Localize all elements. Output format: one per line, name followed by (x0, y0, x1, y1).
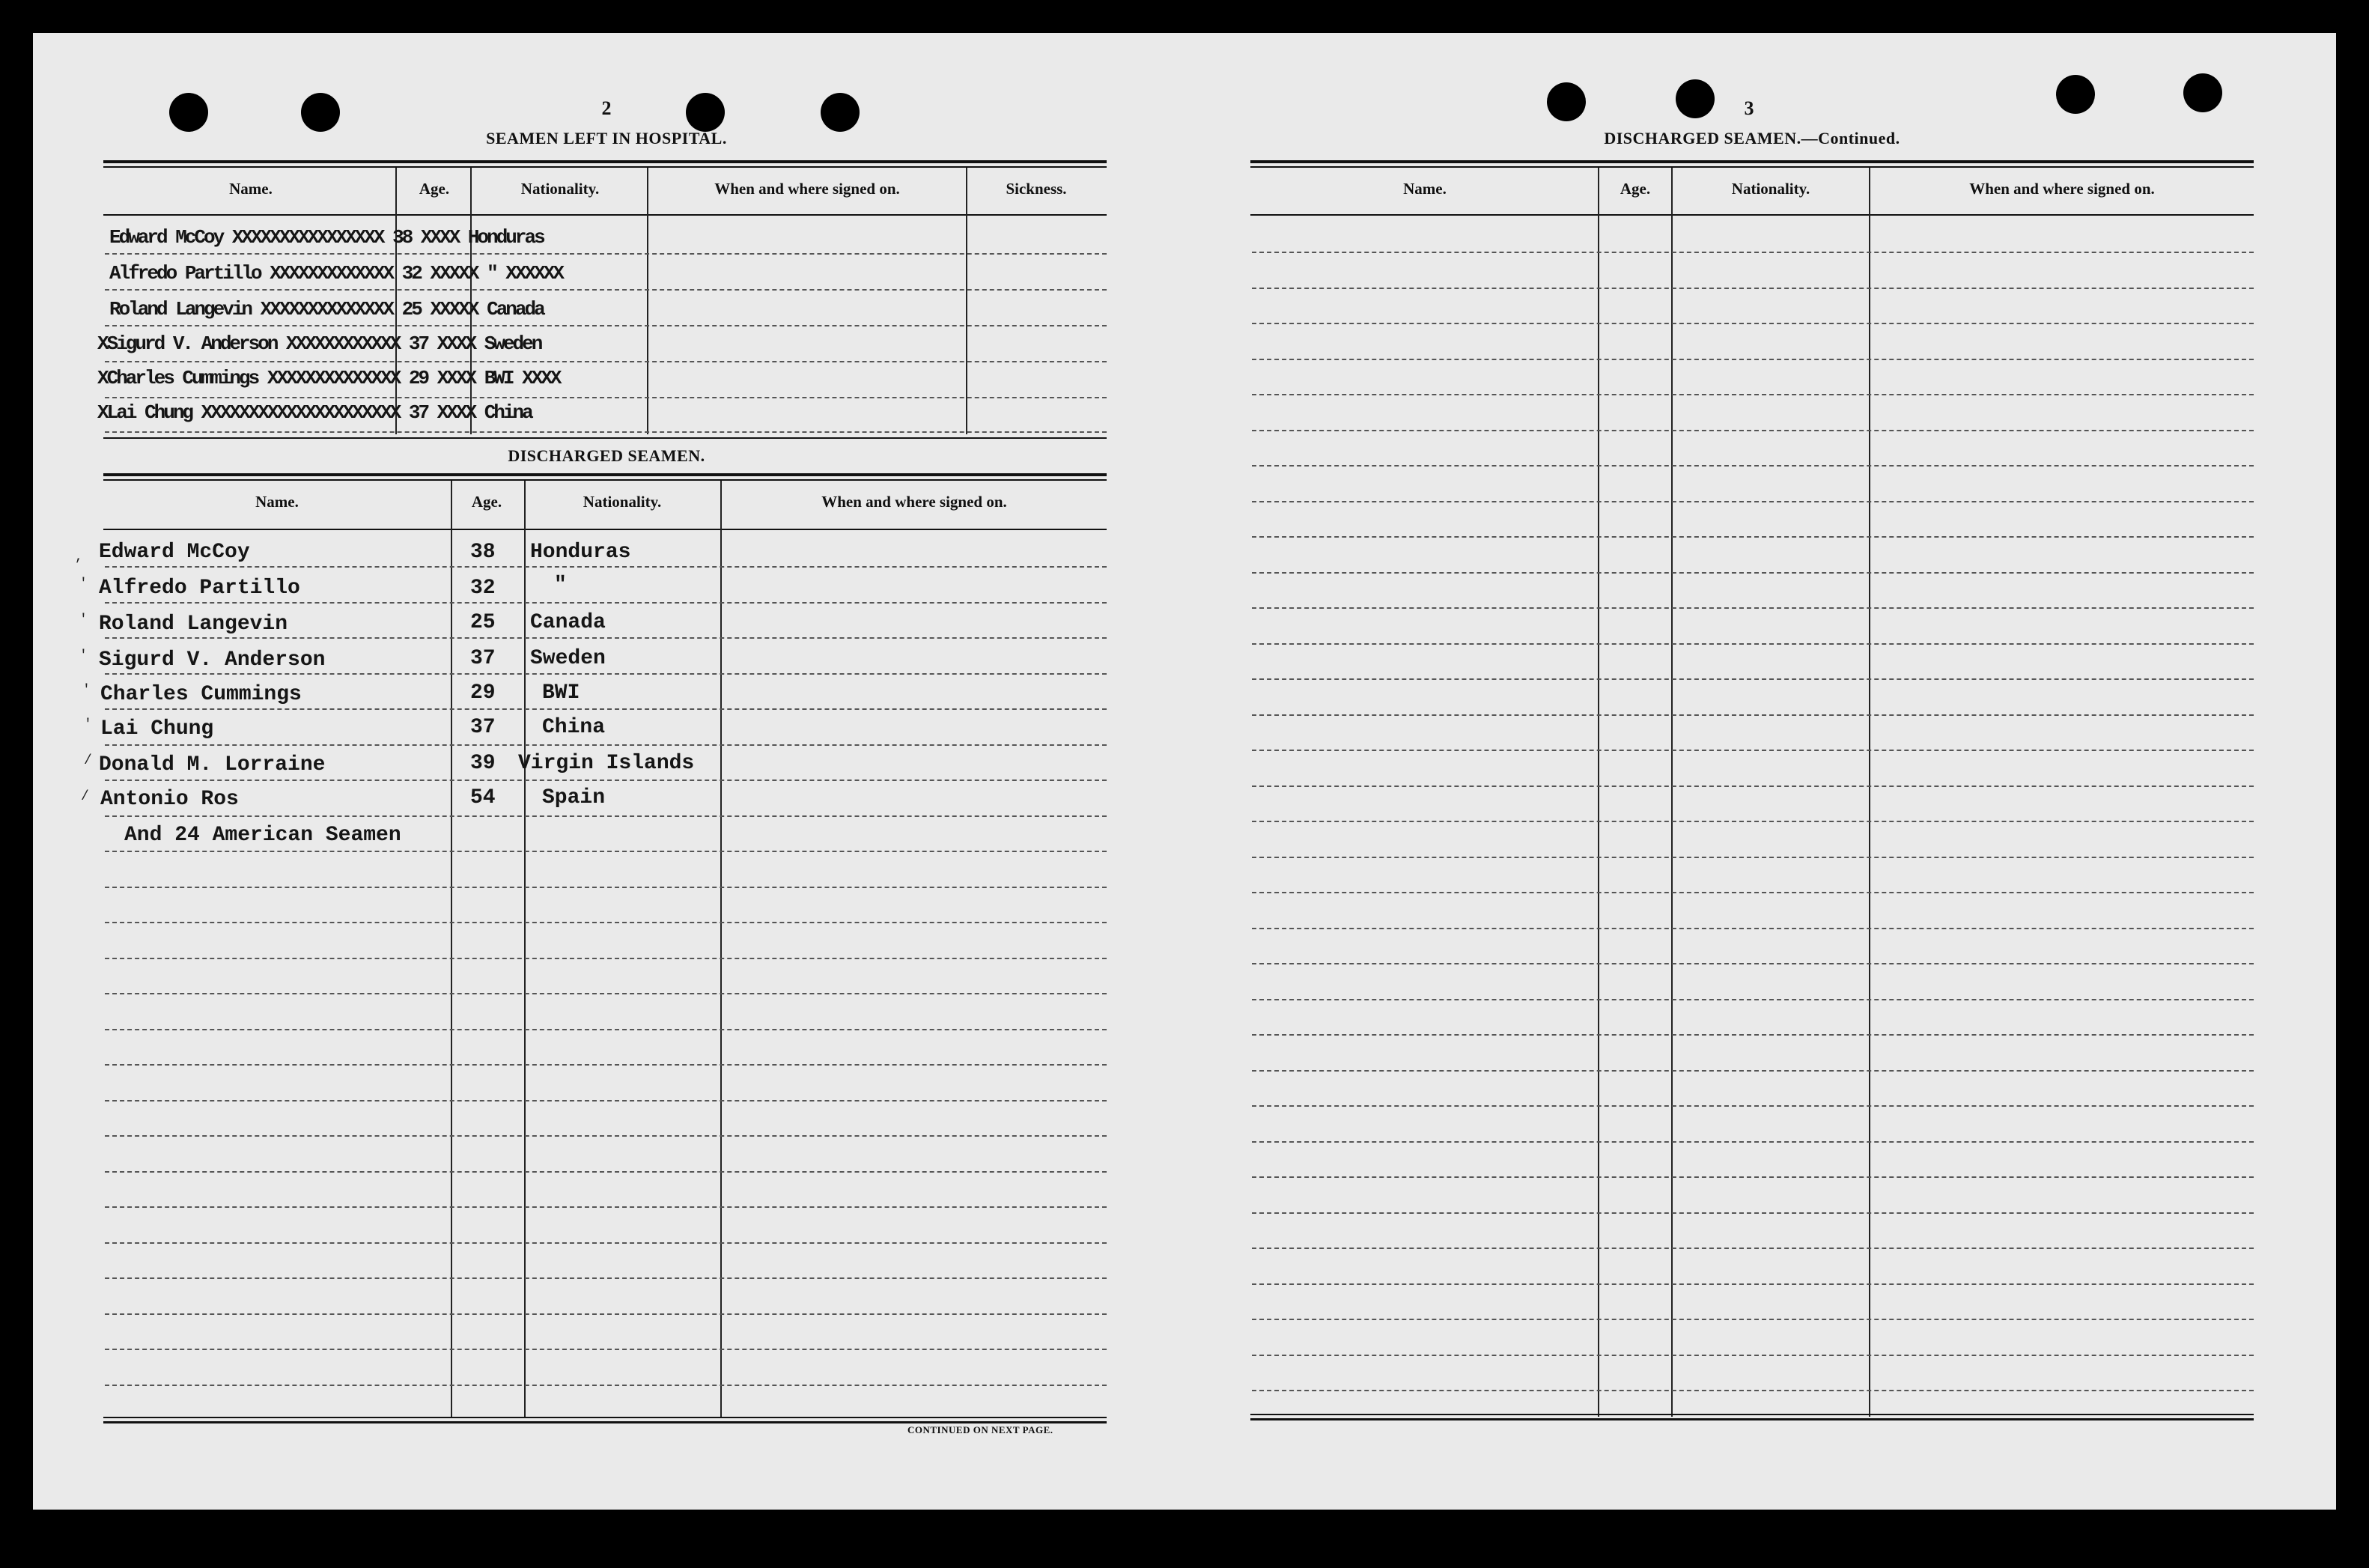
punch-hole (686, 93, 725, 132)
col-header-age: Age. (419, 180, 450, 198)
punch-hole (2183, 73, 2222, 112)
row-rule (1252, 999, 2254, 1000)
row-rule (1252, 963, 2254, 964)
row-rule (105, 744, 1107, 746)
rule (103, 1421, 1107, 1423)
rule (103, 473, 1107, 476)
col-header-name: Name. (1403, 180, 1447, 198)
row-rule (1252, 643, 2254, 645)
seaman-nationality: Virgin Islands (518, 752, 695, 775)
struck-entry: Alfredo Partillo XXXXXXXXXXXXX 32 XXXXX " XXXXXX (109, 262, 562, 285)
row-rule (1252, 572, 2254, 574)
seaman-nationality: Sweden (530, 647, 606, 670)
row-rule (105, 958, 1107, 959)
seaman-name: Lai Chung (100, 717, 214, 741)
row-rule (1252, 607, 2254, 609)
row-rule (1252, 714, 2254, 716)
row-rule (105, 566, 1107, 568)
col-divider (1671, 168, 1673, 1417)
col-divider (1869, 168, 1870, 1417)
rule (103, 1417, 1107, 1418)
col-header-age: Age. (1620, 180, 1651, 198)
col-header-name: Name. (229, 180, 273, 198)
rule (1250, 1418, 2254, 1420)
row-rule (105, 431, 1107, 433)
col-header-signed-on: When and where signed on. (821, 493, 1007, 511)
rule (1250, 166, 2254, 168)
tally-mark: ' (79, 577, 88, 592)
seaman-nationality: Canada (530, 611, 606, 634)
col-header-sickness: Sickness. (1006, 180, 1067, 198)
col-header-nationality: Nationality. (520, 180, 600, 198)
struck-entry: Edward McCoy XXXXXXXXXXXXXXXX 38 XXXX Honduras (109, 226, 544, 249)
rule (103, 214, 1107, 216)
row-rule (1252, 1070, 2254, 1072)
punch-hole (1676, 79, 1715, 118)
struck-entry: XLai Chung XXXXXXXXXXXXXXXXXXXXX 37 XXXX China (97, 401, 532, 424)
punch-hole (1547, 82, 1586, 121)
row-rule (105, 1135, 1107, 1137)
row-rule (105, 815, 1107, 817)
seaman-age: 38 (470, 541, 496, 564)
row-rule (105, 1171, 1107, 1173)
seaman-nationality: China (542, 716, 606, 739)
row-rule (1252, 928, 2254, 929)
row-rule (1252, 1141, 2254, 1143)
col-header-name: Name. (255, 493, 299, 511)
row-rule (105, 289, 1107, 291)
row-rule (1252, 536, 2254, 538)
rule (103, 437, 1107, 439)
seaman-nationality: BWI (542, 681, 580, 705)
seaman-age: 37 (470, 647, 496, 670)
col-header-nationality: Nationality. (583, 493, 662, 511)
col-header-signed-on: When and where signed on. (1969, 180, 2155, 198)
row-rule (1252, 1248, 2254, 1249)
row-rule (1252, 857, 2254, 858)
rule (1250, 160, 2254, 163)
struck-entry: XCharles Cummings XXXXXXXXXXXXXX 29 XXXX BWI XXXX (97, 367, 560, 389)
col-divider (720, 481, 722, 1417)
row-rule (1252, 785, 2254, 787)
row-rule (1252, 1319, 2254, 1320)
seaman-name: Donald M. Lorraine (99, 753, 326, 777)
page-number-left: 2 (601, 97, 612, 119)
seaman-name: Charles Cummings (100, 683, 302, 706)
tally-mark: / (81, 789, 89, 804)
row-rule (105, 602, 1107, 604)
tally-mark: ' (82, 683, 91, 698)
row-rule (1252, 1034, 2254, 1036)
punch-hole (2056, 75, 2095, 114)
seaman-age: 39 (470, 752, 496, 775)
seaman-name: Edward McCoy (99, 541, 250, 564)
col-header-signed-on: When and where signed on. (714, 180, 900, 198)
seaman-name: Antonio Ros (100, 788, 239, 811)
row-rule (1252, 1355, 2254, 1356)
rule (1250, 214, 2254, 216)
row-rule (105, 993, 1107, 994)
seaman-nationality: " (554, 574, 567, 597)
seaman-name: Roland Langevin (99, 613, 288, 636)
col-divider (451, 481, 452, 1417)
row-rule (105, 708, 1107, 710)
row-rule (1252, 1212, 2254, 1214)
continued-footer: CONTINUED ON NEXT PAGE. (907, 1424, 1053, 1435)
rule (1250, 1414, 2254, 1415)
tally-mark: , (75, 550, 83, 565)
page-number-right: 3 (1744, 97, 1754, 119)
row-rule (1252, 394, 2254, 395)
row-rule (105, 325, 1107, 326)
seaman-age: 37 (470, 716, 496, 739)
seaman-age: 29 (470, 681, 496, 705)
col-divider (524, 481, 526, 1417)
punch-hole (169, 93, 208, 132)
row-rule (1252, 430, 2254, 431)
rule (103, 160, 1107, 163)
row-rule (105, 637, 1107, 639)
row-rule (105, 1064, 1107, 1066)
row-rule (105, 780, 1107, 781)
row-rule (105, 1242, 1107, 1244)
row-rule (105, 1100, 1107, 1101)
row-rule (105, 887, 1107, 888)
rule (103, 479, 1107, 481)
col-header-age: Age. (471, 493, 502, 511)
hospital-section-title: SEAMEN LEFT IN HOSPITAL. (486, 129, 727, 148)
seaman-name: Alfredo Partillo (99, 577, 300, 600)
row-rule (1252, 1283, 2254, 1285)
seaman-age: 32 (470, 577, 496, 600)
tally-mark: ' (84, 717, 92, 732)
row-rule (105, 253, 1107, 255)
row-rule (105, 673, 1107, 675)
row-rule (1252, 465, 2254, 467)
row-rule (1252, 750, 2254, 751)
col-divider (647, 168, 648, 434)
seaman-age: 25 (470, 611, 496, 634)
row-rule (1252, 501, 2254, 502)
row-rule (105, 397, 1107, 398)
row-rule (105, 361, 1107, 362)
seaman-age: 54 (470, 786, 496, 809)
row-rule (105, 1349, 1107, 1350)
row-rule (1252, 1390, 2254, 1391)
tally-mark: ' (79, 648, 88, 663)
col-header-nationality: Nationality. (1731, 180, 1810, 198)
punch-hole (301, 93, 340, 132)
row-rule (1252, 1105, 2254, 1107)
row-rule (105, 1206, 1107, 1208)
row-rule (105, 1029, 1107, 1030)
row-rule (1252, 678, 2254, 680)
row-rule (1252, 892, 2254, 893)
row-rule (105, 851, 1107, 852)
row-rule (105, 1277, 1107, 1279)
seaman-nationality: Honduras (530, 541, 631, 564)
seaman-name: Sigurd V. Anderson (99, 648, 326, 672)
row-rule (105, 922, 1107, 923)
tally-mark: / (84, 753, 92, 768)
continued-section-title: DISCHARGED SEAMEN.—Continued. (1604, 129, 1900, 148)
tally-mark: ' (79, 613, 88, 627)
row-rule (1252, 323, 2254, 324)
discharged-section-title: DISCHARGED SEAMEN. (508, 446, 705, 465)
seaman-nationality: Spain (542, 786, 606, 809)
col-divider (966, 168, 967, 434)
col-divider (1598, 168, 1599, 1417)
struck-entry: Roland Langevin XXXXXXXXXXXXXX 25 XXXXX Canada (109, 298, 544, 320)
punch-hole (821, 93, 860, 132)
struck-entry: XSigurd V. Anderson XXXXXXXXXXXX 37 XXXX Sweden (97, 332, 541, 355)
american-seamen-note: And 24 American Seamen (124, 824, 401, 847)
row-rule (1252, 1176, 2254, 1178)
row-rule (1252, 359, 2254, 360)
rule (103, 166, 1107, 168)
row-rule (1252, 288, 2254, 289)
rule (103, 529, 1107, 530)
row-rule (105, 1385, 1107, 1386)
row-rule (1252, 252, 2254, 253)
row-rule (105, 1313, 1107, 1315)
row-rule (1252, 821, 2254, 822)
